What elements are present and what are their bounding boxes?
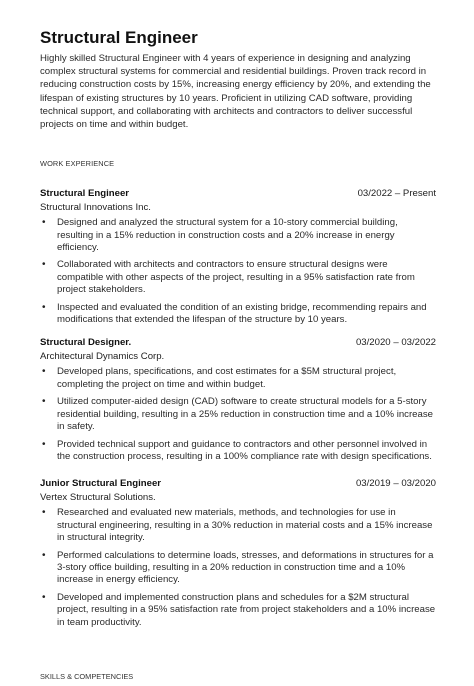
job-entry-2 bbox=[40, 336, 436, 463]
bullet-item: • Utilized computer-aided design (CAD) software to create structural models for a 5-story residential building, resulting in a 25% reduction in construction time and a 10% increase in safety. bbox=[40, 396, 436, 433]
bullet-item: • Collaborated with architects and contractors to ensure structural designs were compatible with other aspects of the project, resulting in a 95% satisfaction rate from project stakeholders. bbox=[40, 259, 436, 296]
job-entry-3 bbox=[40, 477, 436, 629]
professional-summary: Highly skilled Structural Engineer with 4 years of experience in designing and analyzing complex structural systems for commercial and residential buildings. Proven track record in reducing construction costs by 15%, increasing energy efficiency by 20%, and extending the lifespan of existing structures by 10 years. Proficient in utilizing CAD software, providing technical support, and collaborating with architects and contractors to deliver successful projects on time and within budget. bbox=[40, 53, 431, 131]
company-name: Vertex Structural Solutions. bbox=[40, 492, 156, 504]
job-bullets bbox=[40, 366, 436, 463]
bullet-item: • Developed and implemented construction plans and schedules for a $2M structural project, resulting in a 95% satisfaction rate from project stakeholders and a 10% increase in team productivity. bbox=[40, 592, 436, 629]
company-name: Architectural Dynamics Corp. bbox=[40, 351, 165, 363]
job-dates: 03/2020 – 03/2022 bbox=[355, 337, 436, 349]
bullet-item: • Provided technical support and guidance to contractors and other personnel involved in the construction process, resulting in a 100% compliance rate with design specifications. bbox=[40, 439, 436, 464]
bullet-item: • Developed plans, specifications, and cost estimates for a $5M structural project, completing the project on time and within budget. bbox=[40, 366, 436, 391]
job-bullets bbox=[40, 507, 436, 629]
job-dates: 03/2019 – 03/2020 bbox=[355, 478, 436, 490]
job-header bbox=[40, 477, 436, 490]
job-entry-1 bbox=[40, 187, 436, 326]
job-header bbox=[40, 336, 436, 349]
bullet-item: • Performed calculations to determine loads, stresses, and deformations in structures for a 3-story office building, resulting in a 20% reduction in construction time and a 10% increase in energy efficiency. bbox=[40, 550, 436, 587]
work-experience-heading: WORK EXPERIENCE bbox=[40, 159, 115, 169]
job-title: Structural Designer. bbox=[40, 337, 132, 349]
bullet-item: • Researched and evaluated new materials, methods, and technologies for use in structural engineering, resulting in a 30% reduction in material costs and a 15% increase in structural integrity. bbox=[40, 507, 436, 544]
job-title: Junior Structural Engineer bbox=[40, 478, 162, 490]
resume-title: Structural Engineer bbox=[40, 28, 198, 47]
job-title: Structural Engineer bbox=[40, 188, 130, 200]
job-bullets bbox=[40, 217, 436, 326]
company-name: Structural Innovations Inc. bbox=[40, 202, 151, 214]
skills-heading: SKILLS & COMPETENCIES bbox=[40, 672, 134, 681]
job-dates: 03/2022 – Present bbox=[357, 188, 436, 200]
job-header bbox=[40, 187, 436, 200]
bullet-item: • Designed and analyzed the structural system for a 10-story commercial building, resulting in a 15% reduction in construction costs and a 20% increase in energy efficiency. bbox=[40, 217, 436, 254]
bullet-item: • Inspected and evaluated the condition of an existing bridge, recommending repairs and modifications that extended the lifespan of the structure by 10 years. bbox=[40, 302, 436, 327]
